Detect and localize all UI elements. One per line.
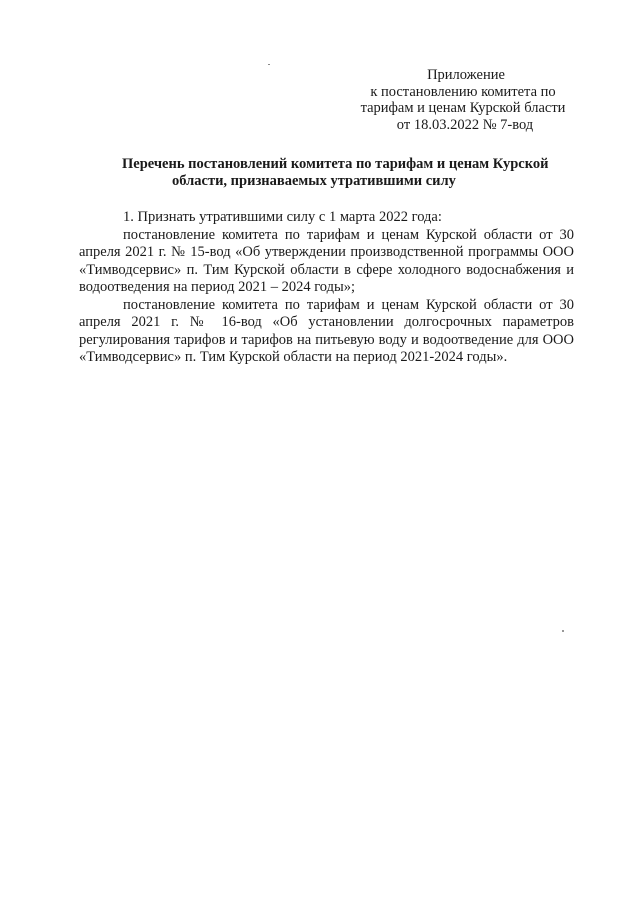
paragraph-resolution-16: постановление комитета по тарифам и ценам Курской области от 30 апреля 2021 г. № 16-вод «Об установлении долгосрочных параметров регулирования тарифов и тарифов на питьевую воду и водоотведение для ООО «Тимводсервис» п. Тим Курской области на период 2021-2024 годы». [79, 296, 574, 365]
list-item-1: 1. Признать утратившими силу с 1 марта 2022 года: [123, 209, 442, 225]
heading-line-2: области, признаваемых утратившими силу [172, 173, 456, 189]
scan-speck [268, 64, 270, 65]
document-heading [118, 156, 588, 190]
document-body [79, 209, 574, 367]
appendix-title: Приложение [427, 67, 505, 83]
appendix-line-3: тарифам и ценам Курской бласти [360, 100, 566, 116]
appendix-block [348, 67, 578, 133]
scan-speck [562, 630, 564, 632]
appendix-line-2: к постановлению комитета по [370, 83, 556, 100]
heading-line-1: Перечень постановлений комитета по тарифам и ценам Курской [122, 156, 549, 172]
appendix-date-number: от 18.03.2022 № 7-вод [396, 116, 534, 133]
paragraph-resolution-15: постановление комитета по тарифам и ценам Курской области от 30 апреля 2021 г. № 15-вод «Об утверждении производственной программы ООО «Тимводсервис» п. Тим Курской области в сфере холодного водоснабжения и водоотведения на период 2021 – 2024 годы»; [79, 226, 574, 295]
